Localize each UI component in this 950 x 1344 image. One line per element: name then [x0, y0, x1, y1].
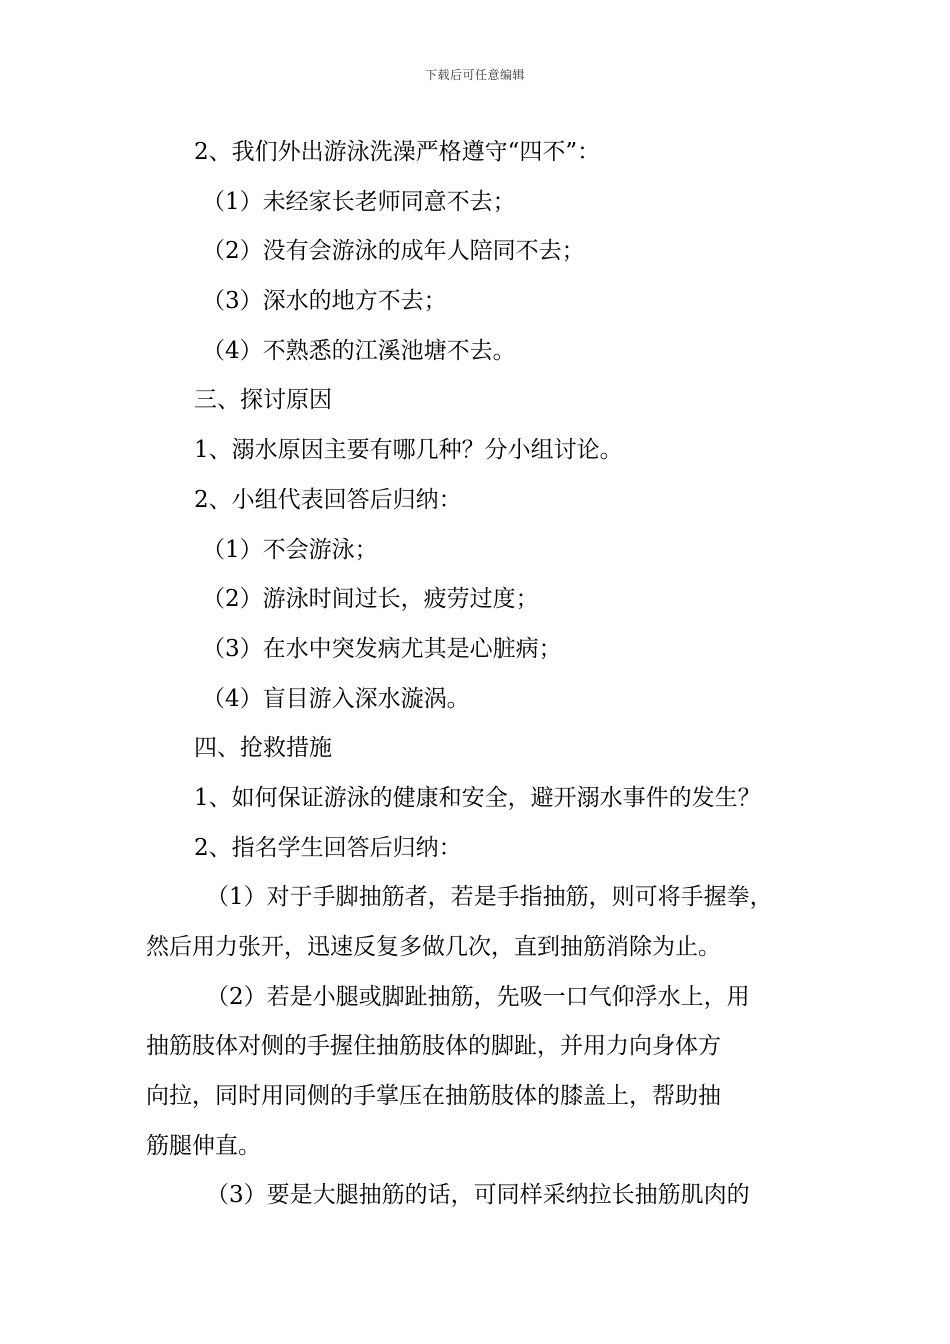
- text-line: 抽筋肢体对侧的手握住抽筋肢体的脚趾，并用力向身体方: [146, 1033, 721, 1060]
- text-line: 1、如何保证游泳的健康和安全，避开溺水事件的发生？: [194, 784, 761, 811]
- text-line: 向拉，同时用同侧的手掌压在抽筋肢体的膝盖上，帮助抽: [146, 1083, 721, 1110]
- text-line: （3）在水中突发病尤其是心脏病；: [202, 635, 562, 662]
- text-line: 筋腿伸直。: [146, 1132, 261, 1159]
- text-line: （3）要是大腿抽筋的话，可同样采纳拉长抽筋肌肉的: [206, 1182, 750, 1209]
- text-line: 2、指名学生回答后归纳：: [194, 834, 462, 861]
- text-line: 1、溺水原因主要有哪几种？分小组讨论。: [194, 437, 623, 464]
- text-line: 2、我们外出游泳洗澡严格遵守“四不”：: [194, 139, 601, 165]
- text-line: （3）深水的地方不去；: [202, 288, 447, 315]
- text-line: （4）不熟悉的江溪池塘不去。: [202, 337, 516, 364]
- text-line: （2）游泳时间过长，疲劳过度；: [202, 586, 539, 613]
- section-heading: 三、探讨原因: [194, 387, 332, 414]
- text-line: 然后用力张开，迅速反复多做几次，直到抽筋消除为止。: [146, 934, 721, 960]
- text-line: （1）不会游泳；: [202, 536, 378, 563]
- text-line: （1）对于手脚抽筋者，若是手指抽筋，则可将手握拳，: [206, 884, 773, 911]
- text-line: （2）若是小腿或脚趾抽筋，先吸一口气仰浮水上，用: [206, 983, 750, 1010]
- section-heading: 四、抢救措施: [194, 735, 332, 762]
- text-line: （4）盲目游入深水漩涡。: [202, 685, 470, 712]
- text-line: 2、小组代表回答后归纳：: [194, 486, 462, 513]
- document-body: [146, 128, 814, 1221]
- text-line: （1）未经家长老师同意不去；: [202, 188, 516, 215]
- page-header: 下载后可任意编辑: [424, 68, 525, 82]
- text-line: （2）没有会游泳的成年人陪同不去；: [202, 238, 585, 265]
